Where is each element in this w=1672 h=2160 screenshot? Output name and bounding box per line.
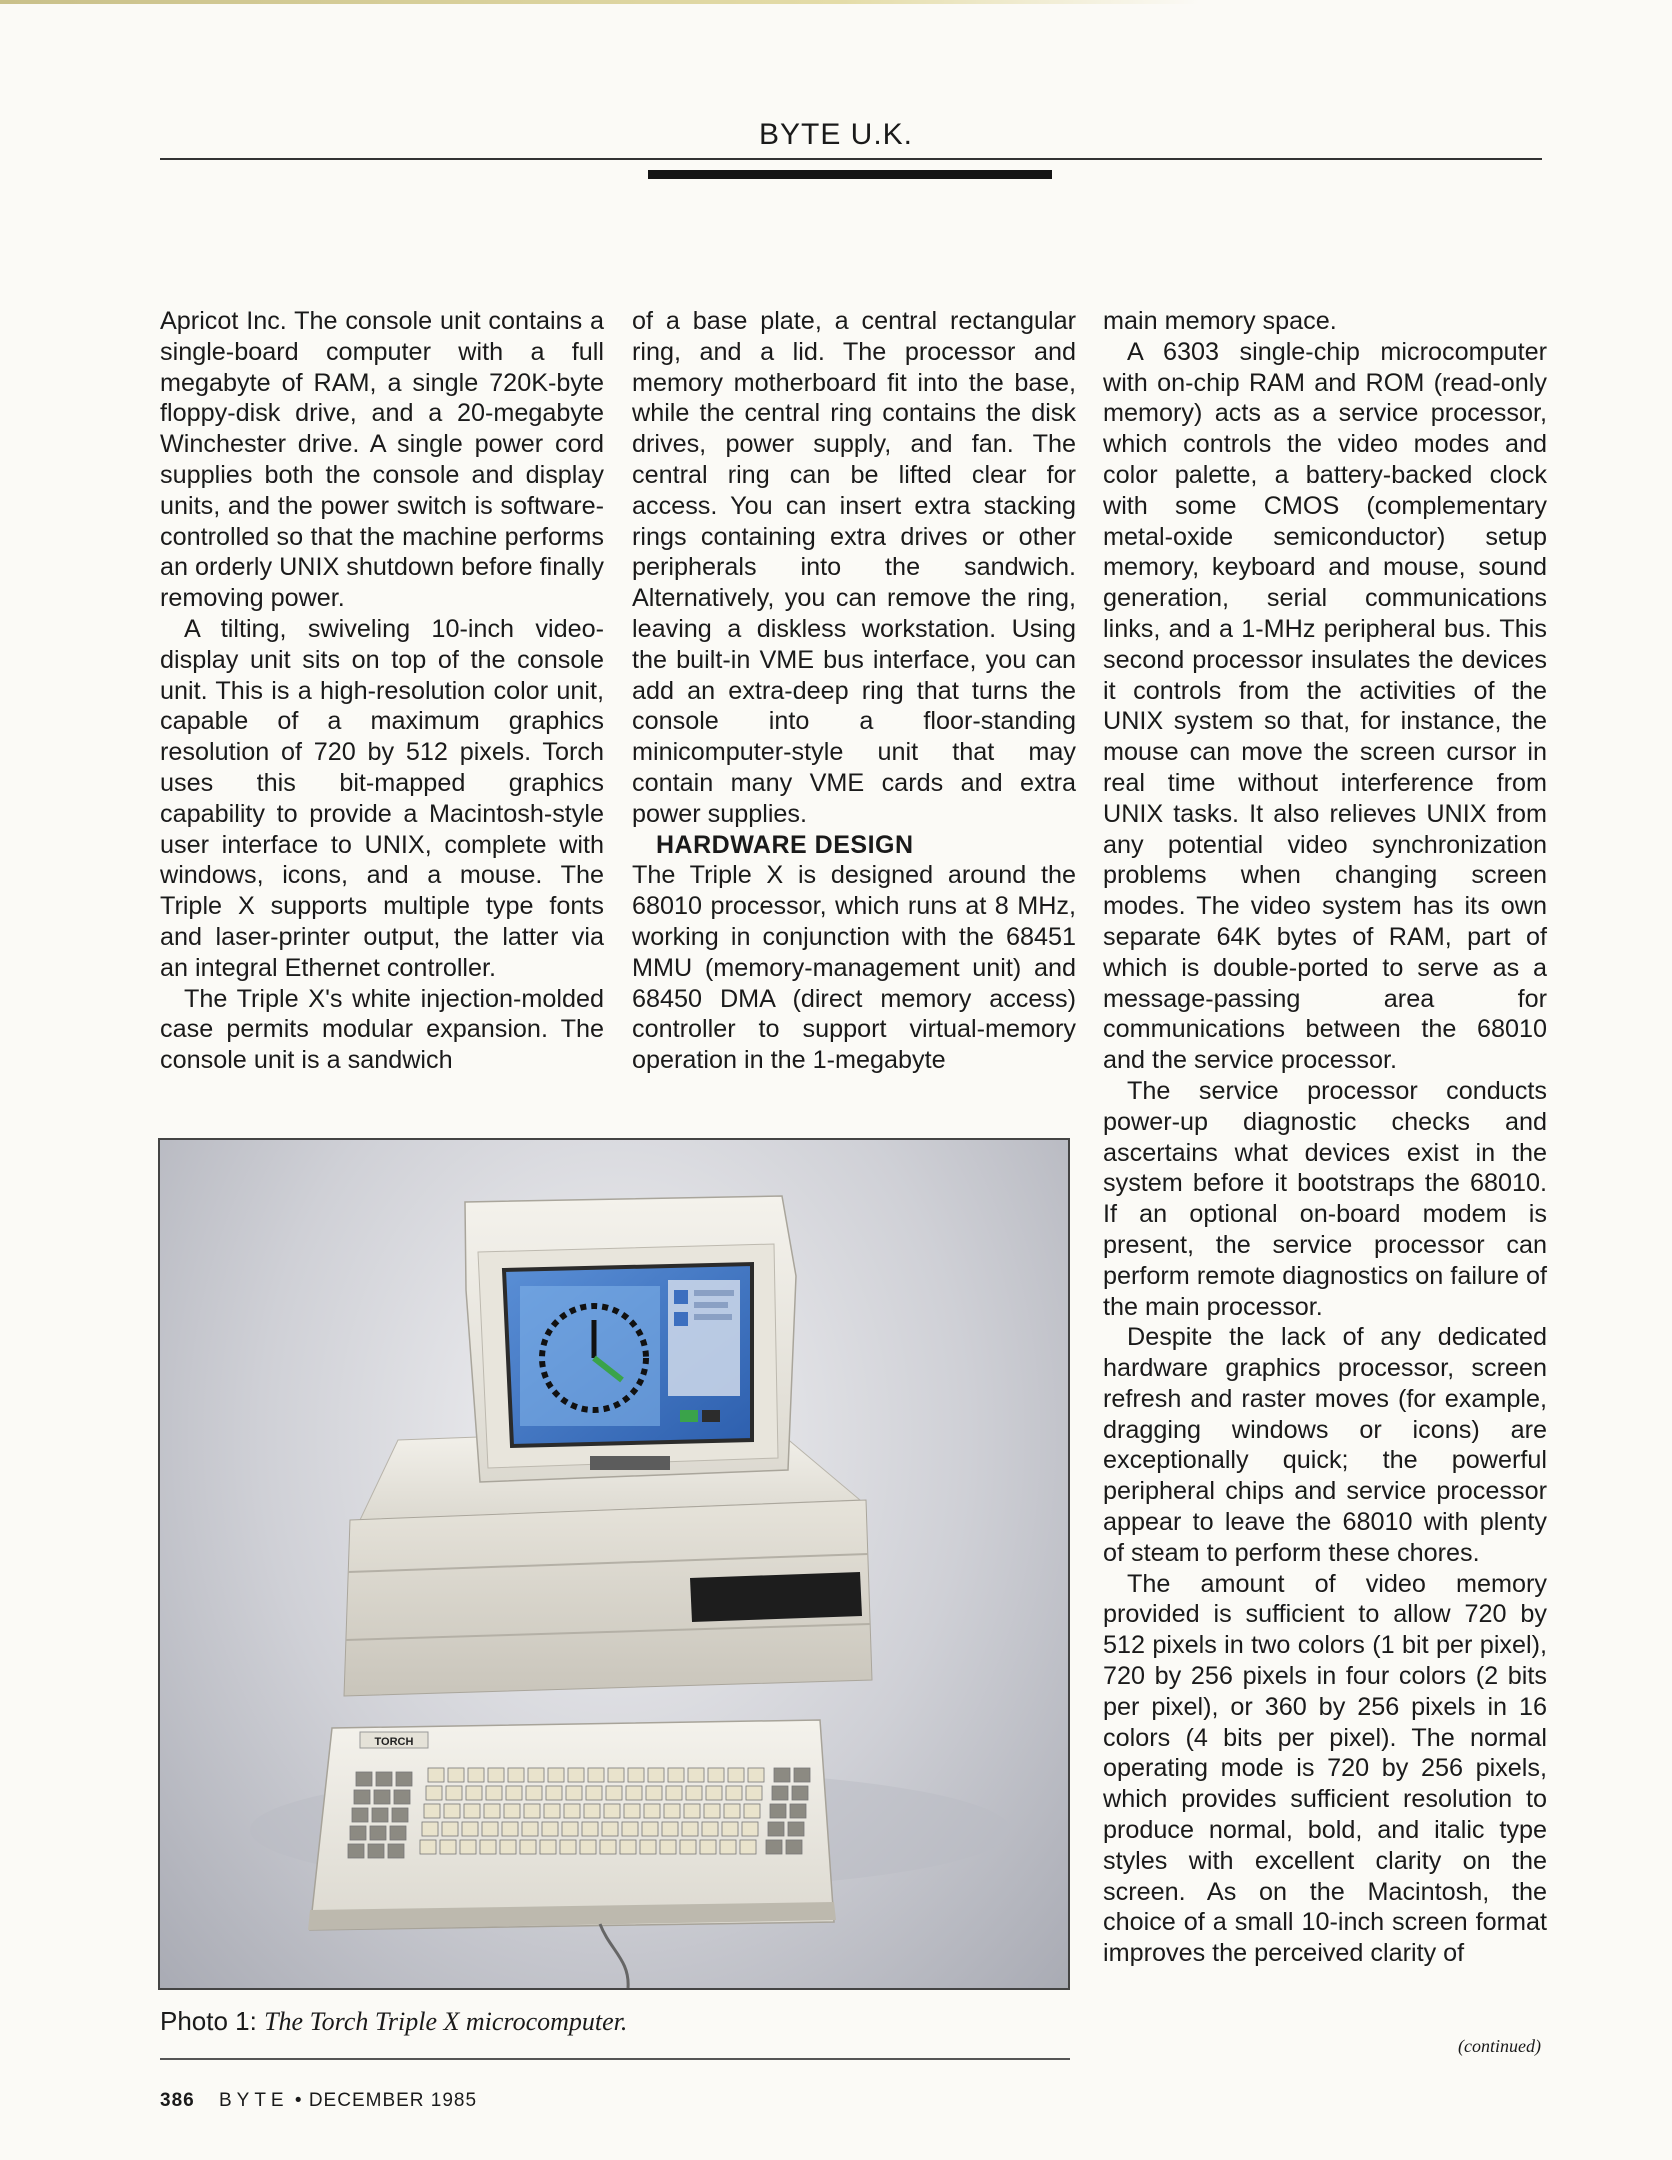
page-number: 386 — [160, 2090, 195, 2111]
page-footer — [160, 2090, 477, 2112]
text-column-2 — [632, 306, 1076, 1076]
section-heading: HARDWARE DESIGN — [656, 830, 914, 859]
paragraph: The Triple X is designed around the 68010 processor, which runs at 8 MHz, working in conjunction with the 68451 MMU (memory-management unit) and 68450 DMA (direct memory access) controller to support virtual-memory operation in the 1-megabyte — [632, 861, 1076, 1075]
continued-note: (continued) — [1458, 2036, 1541, 2056]
text-column-1 — [160, 306, 604, 1076]
issue-date: DECEMBER 1985 — [308, 2090, 478, 2111]
paragraph: The Triple X's white injection-molded case permits modular expansion. The console unit is a sandwich — [160, 984, 604, 1075]
photo-caption — [160, 2006, 627, 2037]
caption-rule — [160, 2058, 1070, 2060]
running-header: BYTE U.K. — [758, 118, 914, 151]
computer-illustration — [160, 1140, 1068, 1988]
paragraph: A tilting, swiveling 10-inch video-display unit sits on top of the console unit. This is a high-resolution color unit, capable of a maximum graphics resolution of 720 by 512 pixels. Torch uses this bit-mapped graphics capability to provide a Macintosh-style user interface to UNIX, complete with windows, icons, and a mouse. The Triple X supports multiple type fonts and laser-printer output, the latter via an integral Ethernet controller. — [160, 614, 604, 982]
paragraph: Apricot Inc. The console unit contains a single-board computer with a full megabyte of RAM, a single 720K-byte floppy-disk drive, and a 20-megabyte Winchester drive. A single power cord supplies both the console and display units, and the power switch is software-controlled so that the machine performs an orderly UNIX shutdown before finally removing power. — [160, 307, 604, 613]
paragraph: main memory space. — [1103, 307, 1337, 335]
text-column-3 — [1103, 306, 1547, 1969]
top-edge-line — [0, 0, 1200, 4]
magazine-name: BYTE — [218, 2090, 289, 2111]
paragraph: Despite the lack of any dedicated hardware graphics processor, screen refresh and raster moves (for example, dragging windows or icons) are exceptionally quick; the powerful peripheral chips and service processor appear to leave the 68010 with plenty of steam to perform these chores. — [1103, 1323, 1547, 1567]
paragraph: A 6303 single-chip microcomputer with on-chip RAM and ROM (read-only memory) acts as a service processor, which controls the video modes and color palette, a battery-backed clock with some CMOS (complementary metal-oxide semiconductor) setup memory, keyboard and mouse, sound generation, serial communications links, and a 1-MHz peripheral bus. This second processor insulates the devices it controls from the activities of the UNIX system so that, for instance, the mouse can move the screen cursor in real time without interference from UNIX tasks. It also relieves UNIX from any potential video synchronization problems when changing screen modes. The video system has its own separate 64K bytes of RAM, part of which is double-ported to serve as a message-passing area for communications between the 68010 and the service processor. — [1103, 337, 1547, 1075]
paragraph: of a base plate, a central rectangular ring, and a lid. The processor and memory motherboard fit into the base, while the central ring contains the disk drives, power supply, and fan. The central ring can be lifted clear for access. You can insert extra stacking rings containing extra drives or other peripherals into the sandwich. Alternatively, you can remove the ring, leaving a diskless workstation. Using the built-in VME bus interface, you can add an extra-deep ring that turns the console into a floor-standing minicomputer-style unit that may contain many VME cards and extra power supplies. — [632, 307, 1076, 828]
caption-text: The Torch Triple X microcomputer. — [264, 2007, 628, 2036]
caption-label: Photo 1: — [160, 2006, 257, 2036]
photo-torch-triple-x — [158, 1138, 1070, 1990]
header-bar — [648, 170, 1052, 179]
keyboard-brand: TORCH — [374, 1736, 414, 1748]
footer-bullet: • — [294, 2090, 303, 2111]
paragraph: The amount of video memory provided is sufficient to allow 720 by 512 pixels in two colors (1 bit per pixel), 720 by 256 pixels in four colors (2 bits per pixel), or 360 by 256 pixels in 16 colors (4 bits per pixel). The normal operating mode is 720 by 256 pixels, which provides sufficient resolution to produce normal, bold, and italic type styles with excellent clarity on the screen. As on the Macintosh, the choice of a small 10-inch screen format improves the perceived clarity of — [1103, 1569, 1547, 1968]
paragraph: The service processor conducts power-up diagnostic checks and ascertains what devices exist in the system before it bootstraps the 68010. If an optional on-board modem is present, the service processor can perform remote diagnostics on failure of the main processor. — [1103, 1076, 1547, 1321]
header-rule — [160, 158, 1542, 160]
